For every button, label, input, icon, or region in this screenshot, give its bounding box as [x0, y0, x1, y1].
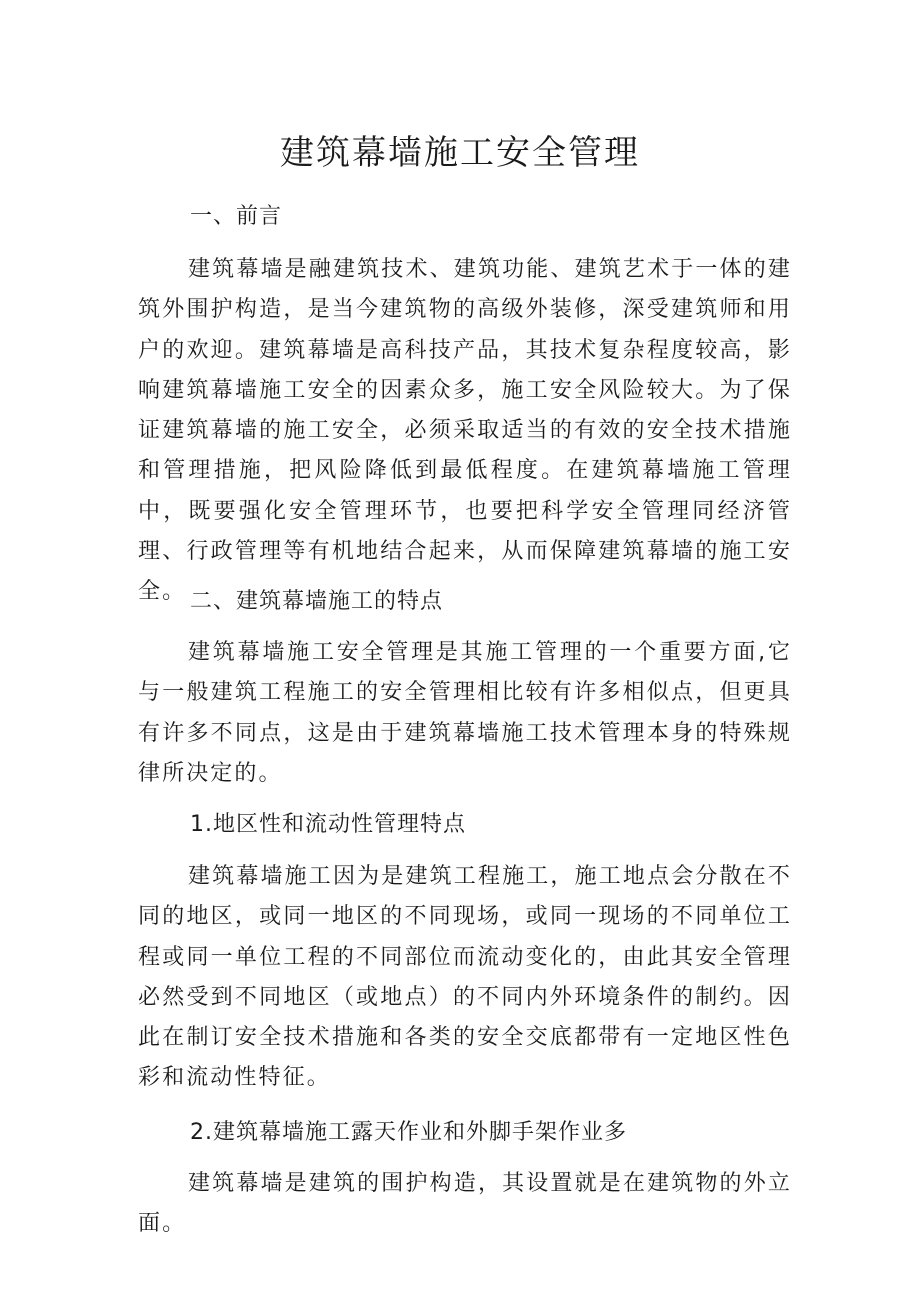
section-heading-regional-mobility: 1.地区性和流动性管理特点 — [190, 812, 466, 837]
section-heading-characteristics: 二、建筑幕墙施工的特点 — [190, 589, 444, 614]
section-paragraph-regional-mobility: 建筑幕墙施工因为是建筑工程施工，施工地点会分散在不同的地区，或同一地区的不同现场，或同一现场的不同单位工程或同一单位工程的不同部位而流动变化的，由此其安全管理必然受到不同地区（或地点）的不同内外环境条件的制约。因此在制订安全技术措施和各类的安全交底都带有一定地区性色彩和流动性特征。 — [138, 864, 792, 1091]
section-heading-outdoor-work: 2.建筑幕墙施工露天作业和外脚手架作业多 — [190, 1120, 627, 1145]
section-paragraph-characteristics: 建筑幕墙施工安全管理是其施工管理的一个重要方面,它与一般建筑工程施工的安全管理相比较有许多相似点，但更具有许多不同点，这是由于建筑幕墙施工技术管理本身的特殊规律所决定的。 — [138, 640, 792, 786]
document-title: 建筑幕墙施工安全管理 — [280, 133, 640, 173]
section-paragraph-preface: 建筑幕墙是融建筑技术、建筑功能、建筑艺术于一体的建筑外围护构造，是当今建筑物的高级外装修，深受建筑师和用户的欢迎。建筑幕墙是高科技产品，其技术复杂程度较高，影响建筑幕墙施工安全的因素众多，施工安全风险较大。为了保证建筑幕墙的施工安全，必须采取适当的有效的安全技术措施和管理措施，把风险降低到最低程度。在建筑幕墙施工管理中，既要强化安全管理环节，也要把科学安全管理同经济管理、行政管理等有机地结合起来，从而保障建筑幕墙的施工安全。 — [138, 257, 792, 605]
section-paragraph-outdoor-work: 建筑幕墙是建筑的围护构造，其设置就是在建筑物的外立面。 — [138, 1171, 792, 1237]
section-heading-preface: 一、前言 — [190, 204, 283, 229]
